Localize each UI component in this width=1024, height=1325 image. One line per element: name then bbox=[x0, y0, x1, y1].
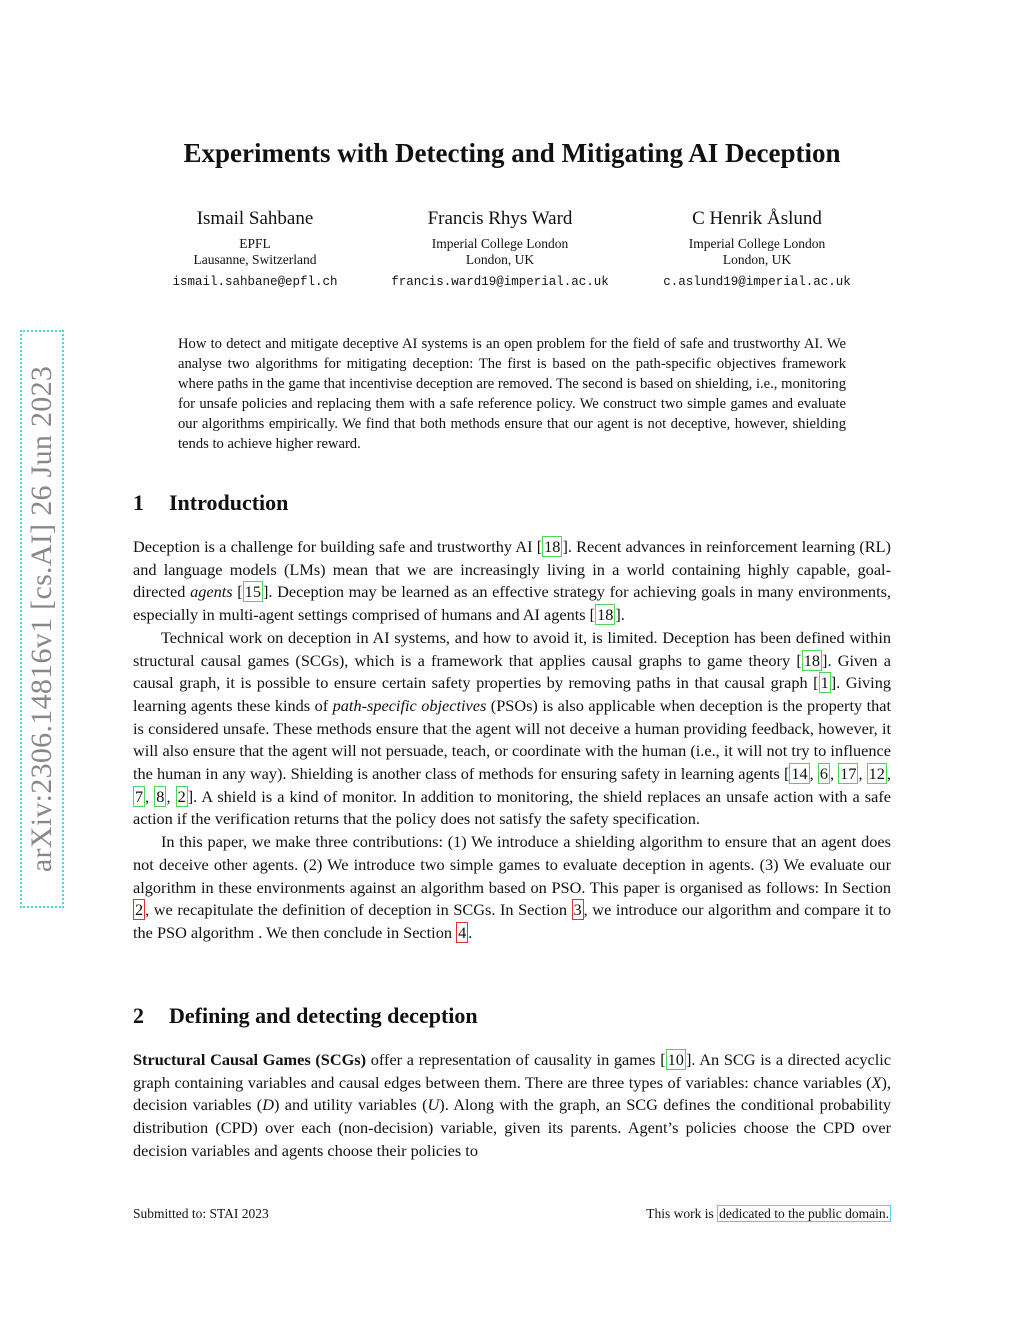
author-name: C Henrik Åslund bbox=[692, 208, 822, 229]
footer-submission: Submitted to: STAI 2023 bbox=[133, 1206, 269, 1221]
author-email[interactable]: francis.ward19@imperial.ac.uk bbox=[391, 275, 609, 289]
citation-link[interactable]: 2 bbox=[177, 786, 186, 806]
citation-link[interactable]: 12 bbox=[868, 764, 885, 784]
citation-link[interactable]: 1 bbox=[820, 673, 829, 693]
section-title: Defining and detecting deception bbox=[169, 1003, 478, 1028]
citation-link[interactable]: 15 bbox=[244, 582, 261, 602]
section-body bbox=[133, 536, 891, 945]
section-link[interactable]: 3 bbox=[573, 900, 582, 920]
paragraph: Structural Causal Games (SCGs) offer a representation of causality in games [ 10 ]. An SCG is a directed acyclic graph containing variables and causal edges between them. There are three types of variables: chance variables (X), decision variables (D) and utility variables (U). Along with the graph, an SCG defines the conditional probability distribution (CPD) over each (non-decision) variable, given its parents. Agent’s policies choose the CPD over decision variables and agents choose their policies to bbox=[133, 1050, 892, 1160]
author-location: London, UK bbox=[722, 252, 792, 267]
paper-title: Experiments with Detecting and Mitigating AI Deception bbox=[183, 138, 841, 168]
section-number: 1 bbox=[133, 490, 144, 515]
author-block bbox=[125, 208, 385, 289]
author-affiliation: EPFL bbox=[239, 236, 271, 251]
author-block bbox=[627, 208, 887, 289]
author-location: Lausanne, Switzerland bbox=[193, 252, 317, 267]
section-link[interactable]: 4 bbox=[458, 922, 467, 942]
citation-link[interactable]: 8 bbox=[156, 786, 165, 806]
citation-link[interactable]: 18 bbox=[803, 650, 821, 670]
section-body bbox=[133, 1049, 891, 1163]
section-heading bbox=[133, 1003, 478, 1029]
author-email[interactable]: ismail.sahbane@epfl.ch bbox=[172, 275, 338, 289]
citation-link[interactable]: 18 bbox=[597, 605, 614, 625]
author-name: Ismail Sahbane bbox=[196, 208, 314, 229]
license-link[interactable]: dedicated to the public domain. bbox=[719, 1206, 889, 1221]
arxiv-stamp[interactable] bbox=[20, 330, 64, 908]
paragraph: Technical work on deception in AI systems, and how to avoid it, is limited. Deception has been defined within structural causal games (SCGs), which is a framework that applies causal graphs to game theory [ 18 ]. Given a causal graph, it is possible to ensure certain safety properties by removing paths in that causal graph [ 1 ]. Giving learning agents these kinds of path-specific objectives (PSOs) is also applicable when deception is the property that is considered unsafe. These methods ensure that the agent will not deceive a human providing feedback, however, it will also ensure that the agent will not persuade, teach, or coordinate with the human (i.e., it will not try to influence the human in any way). Shielding is another class of methods for ensuring safety in learning agents [ 14 , 6 , 17 , 12 , 7 , 8 , 2 ]. A shield is a kind of monitor. In addition to monitoring, the shield replaces an unsafe action with a safe action if the verification returns that the policy does not satisfy the safety specification. bbox=[133, 627, 892, 829]
citation-link[interactable]: 10 bbox=[667, 1050, 684, 1069]
author-name: Francis Rhys Ward bbox=[427, 208, 573, 229]
citation-link[interactable]: 6 bbox=[819, 764, 828, 784]
author-affiliation: Imperial College London bbox=[431, 236, 569, 251]
citation-link[interactable]: 14 bbox=[791, 764, 808, 784]
author-email[interactable]: c.aslund19@imperial.ac.uk bbox=[663, 275, 851, 289]
author-block bbox=[370, 208, 630, 289]
footer-license: This work is dedicated to the public domain. bbox=[646, 1206, 889, 1221]
section-title: Introduction bbox=[169, 490, 289, 515]
section-number: 2 bbox=[133, 1003, 144, 1028]
citation-link[interactable]: 18 bbox=[544, 537, 561, 556]
citation-link[interactable]: 7 bbox=[135, 786, 144, 806]
paragraph: Deception is a challenge for building safe and trustworthy AI [ 18 ]. Recent advances in reinforcement learning (RL) and language models (LMs) mean that we are increasingly living in a world containing highly capable, goal-directed agents [ 15 ]. Deception may be learned as an effective strategy for achieving goals in many environments, especially in multi-agent settings comprised of humans and AI agents [ 18 ]. bbox=[133, 537, 892, 625]
author-affiliation: Imperial College London bbox=[688, 236, 826, 251]
section-link[interactable]: 2 bbox=[135, 900, 144, 920]
section-heading bbox=[133, 490, 288, 516]
citation-link[interactable]: 17 bbox=[840, 764, 857, 784]
abstract: How to detect and mitigate deceptive AI systems is an open problem for the field of safe and trustworthy AI. We analyse two algorithms for mitigating deception: The first is based on the path-specific objectives framework where paths in the game that incentivise deception are removed. The second is based on shielding, i.e., monitoring for unsafe policies and replacing them with a safe reference policy. We construct two simple games and evaluate our algorithms empirically. We find that both methods ensure that our agent is not deceptive, however, shielding tends to achieve higher reward. bbox=[178, 336, 846, 452]
author-location: London, UK bbox=[465, 252, 535, 267]
arxiv-id: arXiv:2306.14816v1 [cs.AI] 26 Jun 2023 bbox=[25, 365, 58, 873]
paragraph: In this paper, we make three contributions: (1) We introduce a shielding algorithm to ensure that an agent does not deceive other agents. (2) We introduce two simple games to evaluate deception in agents. (3) We evaluate our algorithm in these environments against an algorithm based on PSO. This paper is organised as follows: In Section 2 , we recapitulate the definition of deception in SCGs. In Section 3 , we introduce our algorithm and compare it to the PSO algorithm . We then conclude in Section 4 . bbox=[133, 832, 891, 942]
